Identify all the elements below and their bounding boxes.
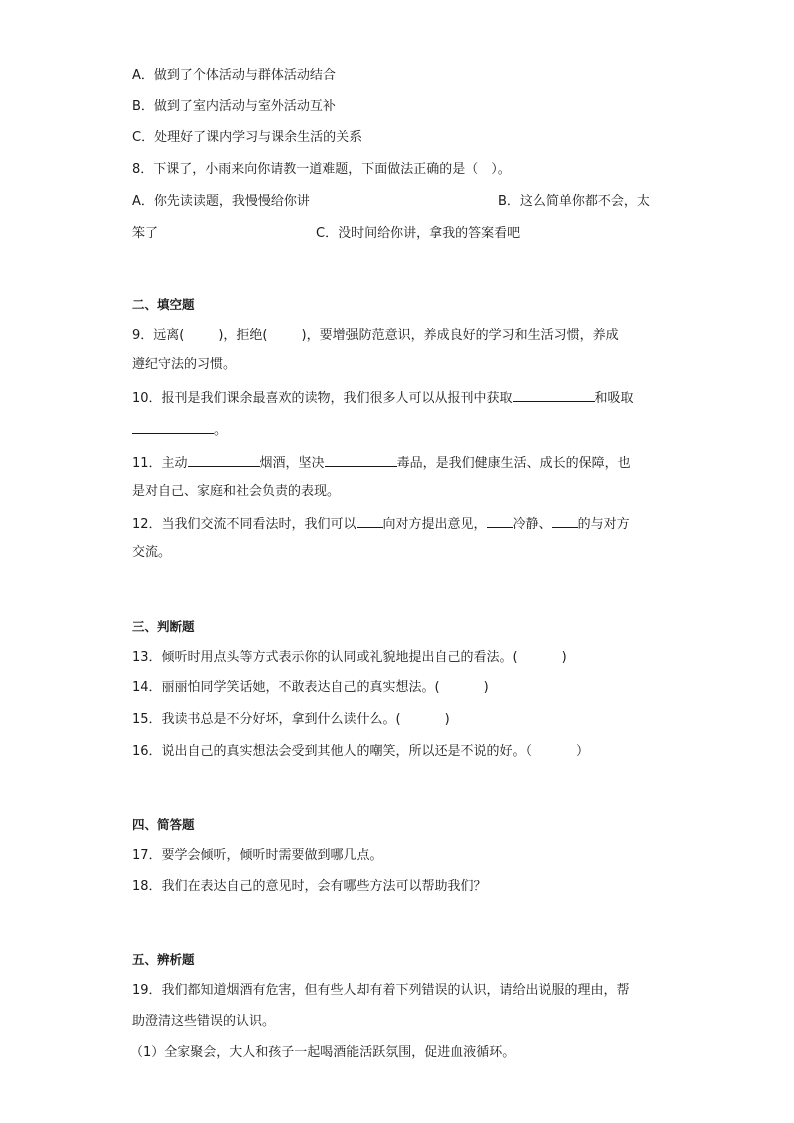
- q8-option-a: A．你先读读题，我慢慢给你讲: [132, 194, 310, 209]
- q13: 13．倾听时用点头等方式表示你的认同或礼貌地提出自己的看法。( ): [132, 650, 567, 665]
- q7-option-b: B．做到了室内活动与室外活动互补: [132, 99, 336, 114]
- q15: 15．我读书总是不分好坏，拿到什么读什么。( ): [132, 712, 450, 727]
- q19-item-1: （1）全家聚会，大人和孩子一起喝酒能活跃氛围，促进血液循环。: [130, 1045, 516, 1060]
- q11-line2: 是对自己、家庭和社会负责的表现。: [132, 484, 341, 499]
- q9-line1: 9．远离( )，拒绝( )，要增强防范意识，养成良好的学习和生活习惯，养成: [132, 328, 619, 343]
- q8-option-c: C．没时间给你讲，拿我的答案看吧: [316, 226, 521, 241]
- q19-line1: 19．我们都知道烟酒有危害，但有些人却有着下列错误的认识，请给出说服的理由，帮: [132, 983, 630, 998]
- q11-blank-1: [188, 452, 260, 467]
- q8-option-b-part1: B．这么简单你都不会，太: [498, 194, 650, 209]
- q9-line2: 遵纪守法的习惯。: [132, 357, 237, 372]
- q10-blank-2: [132, 419, 214, 434]
- q8-option-b-part2: 笨了: [132, 226, 159, 241]
- q12-blank-2: [487, 513, 513, 528]
- section-heading-analysis: 五、辨析题: [132, 952, 195, 967]
- section-heading-judgement: 三、判断题: [132, 619, 195, 634]
- q18: 18．我们在表达自己的意见时，会有哪些方法可以帮助我们？: [132, 879, 487, 894]
- q7-option-a: A．做到了个体活动与群体活动结合: [132, 68, 336, 83]
- q10-line2: 。: [132, 419, 662, 441]
- q12-line2: 交流。: [132, 545, 172, 560]
- q10-blank-1: [513, 387, 595, 402]
- q14: 14．丽丽怕同学笑话她，不敢表达自己的真实想法。( ): [132, 680, 489, 695]
- section-heading-fill-in: 二、填空题: [132, 297, 195, 312]
- q11-line1: 11．主动 烟酒，坚决 毒品，是我们健康生活、成长的保障，也: [132, 452, 662, 474]
- q12-blank-1: [357, 513, 383, 528]
- q11-blank-2: [325, 452, 397, 467]
- q8-stem: 8．下课了，小雨来向你请教一道难题，下面做法正确的是（ ）。: [132, 162, 511, 177]
- q19-line2: 助澄清这些错误的认识。: [132, 1014, 276, 1029]
- section-heading-short-answer: 四、简答题: [132, 817, 195, 832]
- q10-line1: 10．报刊是我们课余最喜欢的读物，我们很多人可以从报刊中获取 和吸取: [132, 387, 662, 409]
- q7-option-c: C．处理好了课内学习与课余生活的关系: [132, 130, 363, 145]
- q17: 17．要学会倾听，倾听时需要做到哪几点。: [132, 848, 383, 863]
- q12-blank-3: [552, 513, 578, 528]
- q12-line1: 12．当我们交流不同看法时，我们可以 向对方提出意见， 冷静、 的与对方: [132, 513, 662, 535]
- q16: 16．说出自己的真实想法会受到其他人的嘲笑，所以还是不说的好。（ ）: [132, 744, 590, 759]
